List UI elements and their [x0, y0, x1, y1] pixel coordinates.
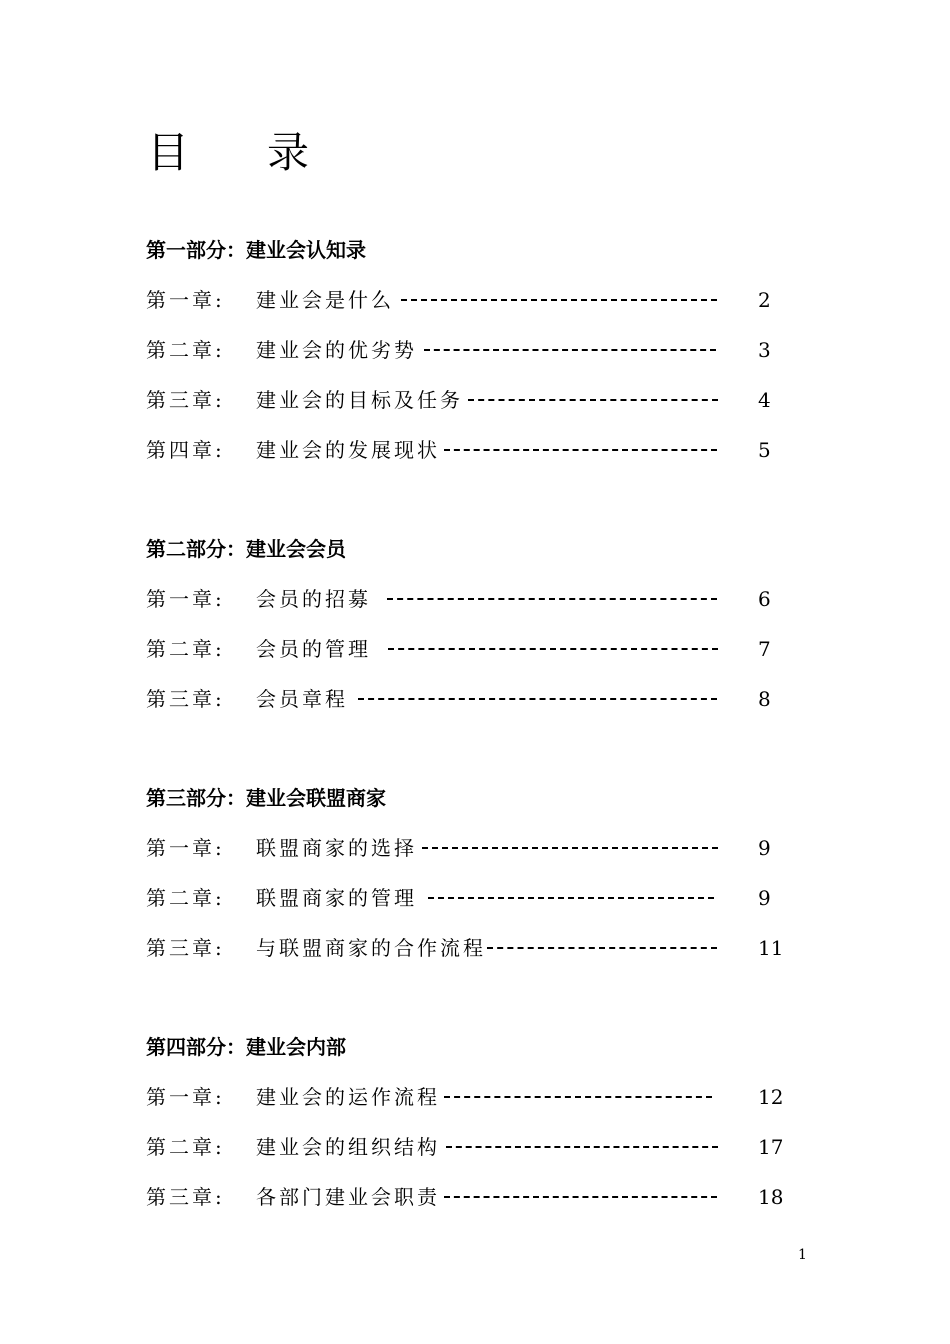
toc-entry[interactable] [0, 285, 950, 315]
part-heading: 第一部分：建业会认知录 [146, 238, 366, 262]
chapter-label: 第四章: [146, 438, 225, 462]
chapter-title: 会员章程 [256, 687, 348, 711]
chapter-title: 建业会的优劣势 [256, 338, 417, 362]
chapter-label: 第一章: [146, 288, 225, 312]
chapter-label: 第三章: [146, 936, 225, 960]
page-number: 9 [758, 886, 771, 910]
chapter-title: 建业会是什么 [256, 288, 394, 312]
page-number: 2 [758, 288, 771, 312]
dot-leader [444, 449, 717, 451]
dot-leader [428, 897, 714, 899]
chapter-label: 第一章: [146, 587, 225, 611]
dot-leader [444, 1096, 712, 1098]
page-number: 18 [758, 1185, 784, 1209]
dot-leader [422, 847, 718, 849]
dot-leader [468, 399, 718, 401]
chapter-label: 第三章: [146, 1185, 225, 1209]
chapter-title: 各部门建业会职责 [256, 1185, 440, 1209]
chapter-label: 第二章: [146, 338, 225, 362]
chapter-label: 第三章: [146, 687, 225, 711]
toc-title: 目录 [147, 128, 388, 177]
dot-leader [358, 698, 717, 700]
toc-entry[interactable] [0, 1132, 950, 1162]
chapter-title: 建业会的目标及任务 [256, 388, 463, 412]
page-number: 5 [758, 438, 771, 462]
toc-entry[interactable] [0, 1082, 950, 1112]
toc-entry[interactable] [0, 584, 950, 614]
chapter-title: 联盟商家的选择 [256, 836, 417, 860]
chapter-title: 建业会的发展现状 [256, 438, 440, 462]
page-number: 11 [758, 936, 784, 960]
chapter-title: 会员的招募 [256, 587, 371, 611]
dot-leader [487, 947, 717, 949]
dot-leader [444, 1196, 717, 1198]
chapter-label: 第一章: [146, 1085, 225, 1109]
toc-entry[interactable] [0, 435, 950, 465]
toc-entry[interactable] [0, 634, 950, 664]
page-number: 3 [758, 338, 771, 362]
part-heading: 第四部分：建业会内部 [146, 1035, 346, 1059]
chapter-title: 与联盟商家的合作流程 [256, 936, 486, 960]
chapter-label: 第三章: [146, 388, 225, 412]
dot-leader [446, 1146, 718, 1148]
chapter-label: 第二章: [146, 1135, 225, 1159]
page-number: 17 [758, 1135, 784, 1159]
toc-entry[interactable] [0, 684, 950, 714]
chapter-title: 建业会的运作流程 [256, 1085, 440, 1109]
footer-page-number: 1 [798, 1247, 807, 1263]
chapter-label: 第一章: [146, 836, 225, 860]
toc-entry[interactable] [0, 883, 950, 913]
dot-leader [424, 349, 716, 351]
dot-leader [388, 648, 718, 650]
toc-entry[interactable] [0, 385, 950, 415]
page-number: 12 [758, 1085, 784, 1109]
dot-leader [387, 598, 717, 600]
page-number: 7 [758, 637, 771, 661]
page-number: 6 [758, 587, 771, 611]
part-heading: 第三部分：建业会联盟商家 [146, 786, 386, 810]
part-heading: 第二部分：建业会会员 [146, 537, 346, 561]
page-number: 8 [758, 687, 771, 711]
page-number: 9 [758, 836, 771, 860]
chapter-label: 第二章: [146, 886, 225, 910]
chapter-title: 建业会的组织结构 [256, 1135, 440, 1159]
toc-entry[interactable] [0, 1182, 950, 1212]
chapter-title: 联盟商家的管理 [256, 886, 417, 910]
toc-entry[interactable] [0, 335, 950, 365]
chapter-label: 第二章: [146, 637, 225, 661]
dot-leader [401, 299, 717, 301]
page-number: 4 [758, 388, 771, 412]
chapter-title: 会员的管理 [256, 637, 371, 661]
toc-entry[interactable] [0, 833, 950, 863]
toc-entry[interactable] [0, 933, 950, 963]
